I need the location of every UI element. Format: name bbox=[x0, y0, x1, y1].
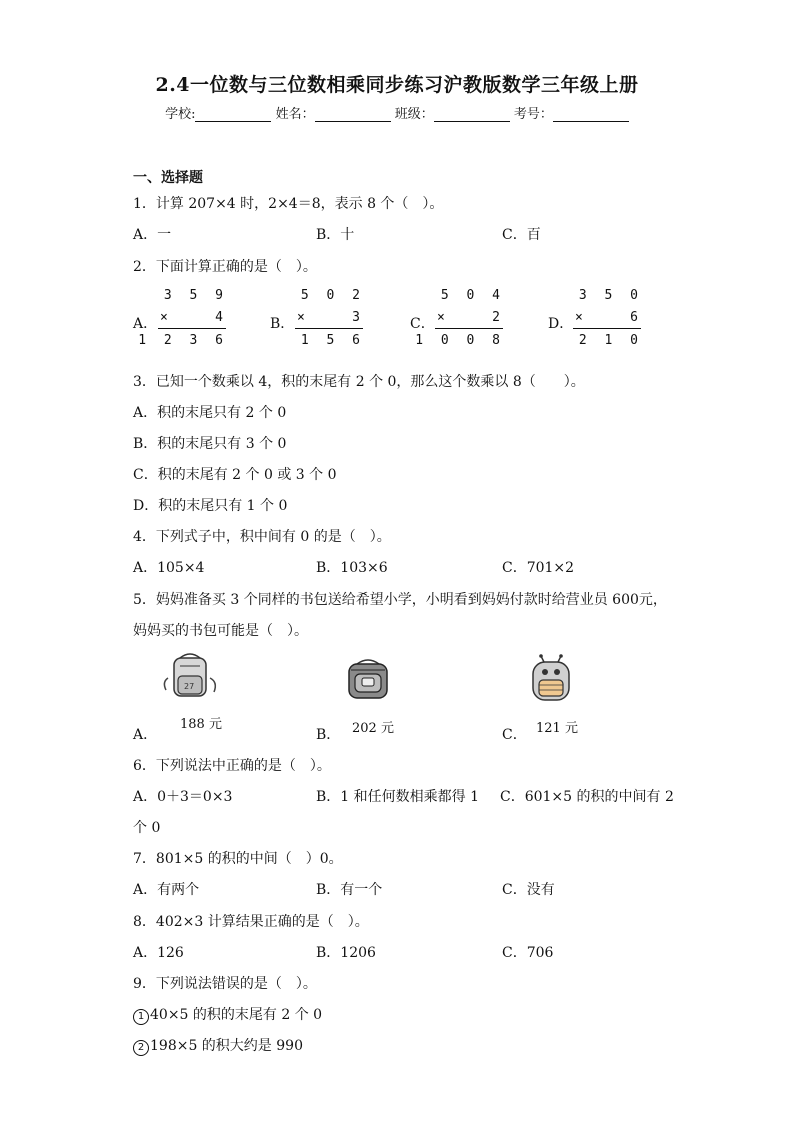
q9-statement-2-text: 198×5 的积大约是 990 bbox=[150, 1038, 303, 1054]
q6-option-c[interactable]: C．601×5 的积的中间有 2 bbox=[500, 789, 674, 805]
product: 1 2 3 6 bbox=[138, 333, 228, 348]
question-9: 9．下列说法错误的是（ ）。 bbox=[133, 976, 317, 992]
question-3: 3．已知一个数乘以 4，积的末尾有 2 个 0，那么这个数乘以 8（ ）。 bbox=[133, 374, 585, 390]
q7-option-a[interactable]: A．有两个 bbox=[133, 882, 200, 898]
multiplier: 6 bbox=[630, 310, 643, 325]
multiplier: 3 bbox=[352, 310, 365, 325]
backpack-b-image bbox=[343, 656, 393, 702]
svg-text:27: 27 bbox=[184, 682, 195, 691]
times-sign: × bbox=[575, 310, 583, 325]
times-sign: × bbox=[297, 310, 305, 325]
circled-number-1: 1 bbox=[133, 1009, 149, 1025]
result-line bbox=[573, 328, 641, 329]
backpack-a-image bbox=[160, 652, 220, 700]
result-line bbox=[295, 328, 363, 329]
q2-option-d-label[interactable]: D． bbox=[548, 316, 574, 332]
q6-option-b[interactable]: B．1 和任何数相乘都得 1 bbox=[316, 789, 480, 805]
q5-option-b[interactable]: B． bbox=[316, 727, 341, 743]
q3-option-c[interactable]: C．积的末尾有 2 个 0 或 3 个 0 bbox=[133, 467, 337, 483]
q5-price-b: 202 元 bbox=[352, 721, 394, 736]
q5-option-a[interactable]: A． bbox=[133, 727, 158, 743]
q9-statement-1-text: 40×5 的积的末尾有 2 个 0 bbox=[150, 1007, 323, 1023]
question-7: 7．801×5 的积的中间（ ）0。 bbox=[133, 851, 343, 867]
multiplicand: 5 0 2 bbox=[300, 288, 365, 303]
product: 2 1 0 bbox=[578, 333, 643, 348]
question-4: 4．下列式子中，积中间有 0 的是（ ）。 bbox=[133, 529, 391, 545]
question-1: 1．计算 207×4 时，2×4＝8，表示 8 个（ ）。 bbox=[133, 196, 444, 212]
q5-price-a: 188 元 bbox=[180, 717, 222, 732]
section-title: 一、选择题 bbox=[133, 170, 203, 186]
exam-no-label: 考号： bbox=[513, 107, 553, 122]
q4-option-a[interactable]: A．105×4 bbox=[133, 560, 205, 576]
multiplicand: 3 5 9 bbox=[163, 288, 228, 303]
result-line bbox=[158, 328, 226, 329]
q1-option-c[interactable]: C．百 bbox=[502, 227, 541, 243]
name-blank[interactable] bbox=[315, 109, 391, 122]
q1-option-b[interactable]: B．十 bbox=[316, 227, 355, 243]
school-label: 学校: bbox=[165, 107, 196, 122]
class-blank[interactable] bbox=[434, 109, 510, 122]
question-8: 8．402×3 计算结果正确的是（ ）。 bbox=[133, 914, 369, 930]
q3-option-d[interactable]: D．积的末尾只有 1 个 0 bbox=[133, 498, 288, 514]
student-info-line bbox=[0, 103, 794, 122]
q8-option-a[interactable]: A．126 bbox=[133, 945, 184, 961]
times-sign: × bbox=[437, 310, 445, 325]
q4-option-b[interactable]: B．103×6 bbox=[316, 560, 388, 576]
multiplicand: 3 5 0 bbox=[578, 288, 643, 303]
multiplicand: 5 0 4 bbox=[440, 288, 505, 303]
q7-option-c[interactable]: C．没有 bbox=[502, 882, 555, 898]
q3-option-b[interactable]: B．积的末尾只有 3 个 0 bbox=[133, 436, 287, 452]
result-line bbox=[435, 328, 503, 329]
school-blank[interactable] bbox=[195, 109, 271, 122]
q2-vertical-multiplication-b bbox=[295, 288, 365, 350]
question-5-line-2: 妈妈买的书包可能是（ ）。 bbox=[133, 623, 308, 639]
q2-vertical-multiplication-a bbox=[138, 288, 228, 350]
q5-price-c: 121 元 bbox=[536, 721, 578, 736]
exam-no-blank[interactable] bbox=[553, 109, 629, 122]
q2-option-a-label[interactable]: A． bbox=[133, 316, 158, 332]
multiplier: 2 bbox=[492, 310, 505, 325]
circled-number-2: 2 bbox=[133, 1040, 149, 1056]
question-5-line-1: 5．妈妈准备买 3 个同样的书包送给希望小学，小明看到妈妈付款时给营业员 600元， bbox=[133, 592, 667, 608]
page-title: 2.4一位数与三位数相乘同步练习沪教版数学三年级上册 bbox=[155, 74, 639, 96]
name-label: 姓名： bbox=[275, 107, 315, 122]
times-sign: × bbox=[160, 310, 168, 325]
q6-option-c-continued: 个 0 bbox=[133, 820, 161, 836]
q2-vertical-multiplication-d bbox=[573, 288, 643, 350]
product: 1 5 6 bbox=[300, 333, 365, 348]
q2-option-b-label[interactable]: B． bbox=[270, 316, 295, 332]
q2-option-c-label[interactable]: C． bbox=[410, 316, 435, 332]
q3-option-a[interactable]: A．积的末尾只有 2 个 0 bbox=[133, 405, 287, 421]
q8-option-c[interactable]: C．706 bbox=[502, 945, 554, 961]
q5-option-c[interactable]: C． bbox=[502, 727, 527, 743]
q9-statement-1 bbox=[133, 1004, 322, 1025]
q9-statement-2 bbox=[133, 1035, 303, 1056]
q8-option-b[interactable]: B．1206 bbox=[316, 945, 376, 961]
class-label: 班级： bbox=[394, 107, 434, 122]
q4-option-c[interactable]: C．701×2 bbox=[502, 560, 575, 576]
question-2: 2．下面计算正确的是（ ）。 bbox=[133, 259, 317, 275]
q2-vertical-multiplication-c bbox=[415, 288, 505, 350]
q1-option-a[interactable]: A．一 bbox=[133, 227, 172, 243]
product: 1 0 0 8 bbox=[415, 333, 505, 348]
q6-option-a[interactable]: A．0＋3＝0×3 bbox=[133, 789, 233, 805]
backpack-c-image bbox=[526, 654, 576, 704]
q7-option-b[interactable]: B．有一个 bbox=[316, 882, 383, 898]
question-6: 6．下列说法中正确的是（ ）。 bbox=[133, 758, 331, 774]
multiplier: 4 bbox=[215, 310, 228, 325]
